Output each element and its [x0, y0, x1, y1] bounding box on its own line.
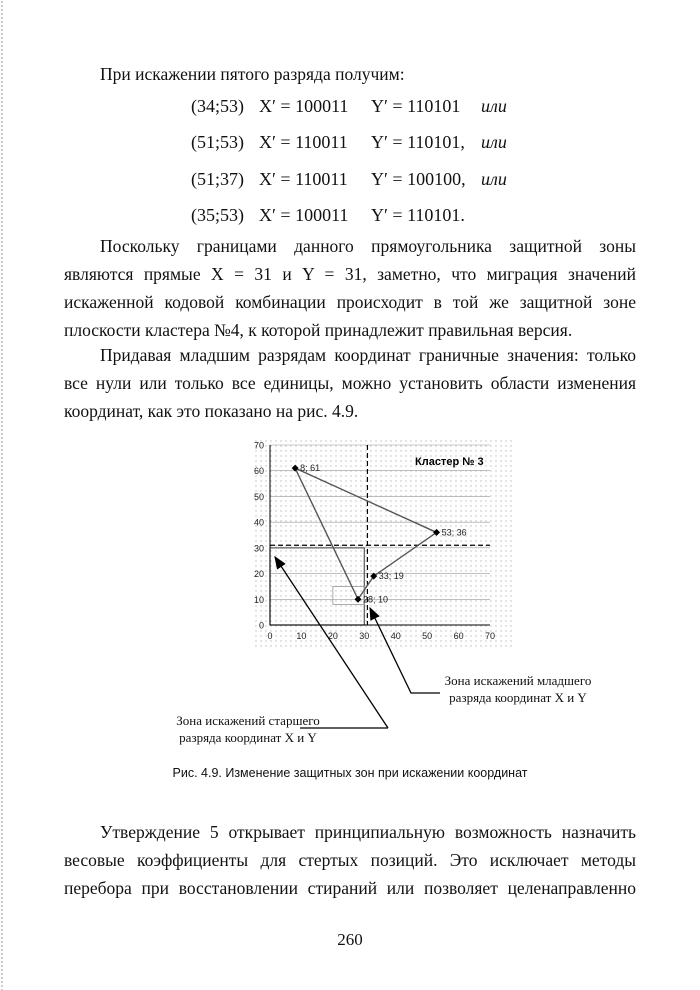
eq-x: X′ = 100011	[259, 205, 349, 225]
junior-zone-label	[418, 672, 618, 706]
eq-x: X′ = 110011	[259, 169, 348, 189]
eq-tail: или	[481, 169, 507, 189]
paragraph-line: все нули или только все единицы, можно установить области изменения	[64, 373, 636, 393]
label-line: разряда координат X и Y	[449, 690, 587, 705]
eq-point: (51;53)	[191, 132, 244, 152]
eq-point: (51;37)	[191, 169, 244, 189]
eq-x: X′ = 100011	[259, 96, 349, 116]
x-tick-label: 0	[267, 631, 273, 641]
paragraph-line: плоскости кластера №4, к которой принадлежит правильная версия.	[64, 320, 573, 340]
data-point-label: 28; 10	[363, 594, 389, 605]
y-tick-label: 40	[253, 517, 264, 528]
paragraph-line: весовые коэффициенты для стертых позиций. Это исключает методы	[64, 850, 636, 870]
x-tick-label: 10	[296, 631, 307, 641]
y-tick-label: 70	[253, 440, 264, 451]
equation-3	[191, 169, 507, 190]
paragraph-line: являются прямые X = 31 и Y = 31, заметно, что миграция значений	[64, 264, 636, 284]
x-tick-label: 20	[327, 631, 338, 641]
paragraph-line: Придавая младшим разрядам координат граничные значения: только	[100, 345, 636, 365]
y-tick-label: 20	[253, 569, 264, 580]
data-point-label: 53; 36	[441, 527, 467, 538]
senior-zone-label	[148, 712, 348, 746]
x-tick-label: 50	[422, 631, 433, 641]
y-tick-label: 60	[253, 466, 264, 477]
label-line: Зона искажений младшего	[444, 673, 592, 688]
eq-tail: или	[481, 96, 507, 116]
paragraph-1	[64, 232, 636, 344]
equation-2	[191, 132, 507, 153]
eq-x: X′ = 110011	[259, 132, 348, 152]
x-tick-label: 70	[484, 631, 496, 641]
paragraph-3	[64, 818, 636, 902]
x-tick-label: 30	[359, 631, 370, 641]
page-number: 260	[337, 930, 363, 949]
eq-point: (34;53)	[191, 96, 244, 116]
equation-1	[191, 96, 507, 117]
eq-y: Y′ = 110101,	[371, 132, 465, 152]
figure-caption: Рис. 4.9. Изменение защитных зон при искажении координат	[172, 766, 528, 780]
x-tick-label: 60	[453, 631, 464, 641]
paragraph-line: Поскольку границами данного прямоугольника защитной зоны	[100, 236, 636, 256]
eq-point: (35;53)	[191, 205, 244, 225]
eq-y: Y′ = 100100,	[371, 169, 466, 189]
x-tick-label: 40	[390, 631, 401, 641]
data-point-label: 8; 61	[300, 463, 321, 474]
paragraph-line: координат, как это показано на рис. 4.9.	[64, 401, 359, 421]
data-point-label: 33; 19	[378, 571, 404, 582]
label-line: Зона искажений старшего	[176, 713, 320, 728]
y-tick-label: 10	[253, 594, 264, 605]
equation-4	[191, 205, 481, 226]
paragraph-2	[64, 341, 636, 425]
y-tick-label: 0	[258, 620, 264, 631]
eq-tail: или	[481, 132, 507, 152]
paragraph-line: искаженной кодовой комбинации происходит в той же защитной зоне	[64, 292, 636, 312]
intro-text: При искажении пятого разряда получим:	[100, 64, 405, 84]
paragraph-line: Утверждение 5 открывает принципиальную возможность назначить	[100, 822, 636, 842]
eq-y: Y′ = 110101	[371, 96, 461, 116]
y-tick-label: 30	[253, 543, 264, 554]
paragraph-line: перебора при восстановлении стираний или позволяет целенаправленно	[64, 878, 636, 898]
y-tick-label: 50	[253, 491, 264, 502]
label-line: разряда координат X и Y	[179, 730, 317, 745]
eq-y: Y′ = 110101.	[371, 205, 465, 225]
chart-title: Кластер № 3	[415, 456, 484, 468]
